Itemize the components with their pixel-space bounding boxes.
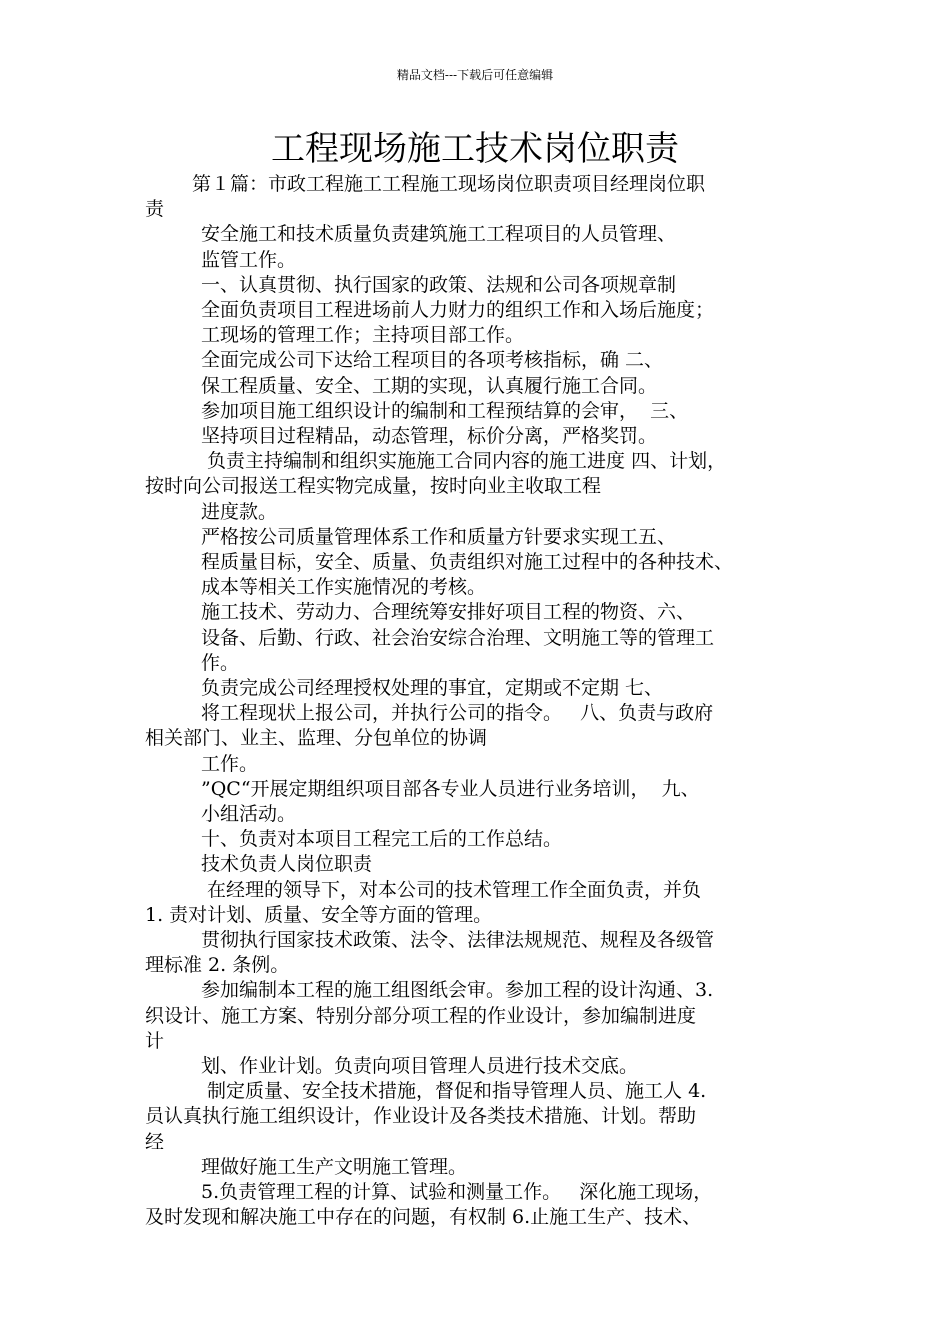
body-line: 负责主持编制和组织实施施工合同内容的施工进度 四、计划， — [201, 450, 727, 473]
body-line: 将工程现状上报公司，并执行公司的指令。 八、负责与政府 — [201, 702, 714, 725]
body-line: 全面完成公司下达给工程项目的各项考核指标，确 二、 — [201, 349, 664, 372]
body-line: 保工程质量、安全、工期的实现，认真履行施工合同。 — [201, 374, 658, 397]
body-line: 技术负责人岗位职责 — [201, 853, 373, 876]
body-line: 成本等相关工作实施情况的考核。 — [201, 576, 487, 599]
body-line: 工作。 — [201, 752, 259, 775]
body-line: 参加编制本工程的施工组图纸会审。参加工程的设计沟通、3. — [201, 979, 714, 1002]
body-line: 理做好施工生产文明施工管理。 — [201, 1155, 468, 1178]
body-line: 坚持项目过程精品，动态管理，标价分离，严格奖罚。 — [201, 425, 658, 447]
body-line: 作。 — [201, 651, 240, 674]
body-line: 全面负责项目工程进场前人力财力的组织工作和入场后施度； — [201, 299, 715, 321]
body-line: 施工技术、劳动力、合理统筹安排好项目工程的物资、六、 — [201, 601, 696, 624]
body-line: 责 — [145, 198, 165, 221]
body-line: 织设计、施工方案、特别分部分项工程的作业设计，参加编制进度 — [145, 1004, 697, 1027]
body-line: 一、认真贯彻、执行国家的政策、法规和公司各项规章制 — [201, 273, 677, 296]
body-line: 参加项目施工组织设计的编制和工程预结算的会审， 三、 — [201, 399, 689, 422]
body-line: 监管工作。 — [201, 248, 297, 271]
body-line: 及时发现和解决施工中存在的问题，有权制 6.止施工生产、技术、 — [145, 1206, 702, 1229]
body-line: 严格按公司质量管理体系工作和质量方针要求实现工五、 — [201, 525, 677, 548]
body-line: 计 — [145, 1029, 165, 1052]
body-line: 5.负责管理工程的计算、试验和测量工作。 深化施工现场， — [201, 1181, 713, 1203]
body-line: 第１篇：市政工程施工工程施工现场岗位职责项目经理岗位职 — [192, 173, 706, 195]
body-line: 理标准 2. 条例。 — [145, 954, 290, 977]
body-line: 按时向公司报送工程实物完成量，按时向业主收取工程 — [145, 475, 602, 498]
body-line: 经 — [145, 1130, 165, 1153]
body-line: 员认真执行施工组织设计，作业设计及各类技术措施、计划。帮助 — [145, 1105, 697, 1128]
body-line: 在经理的领导下，对本公司的技术管理工作全面负责，并负 — [201, 878, 702, 901]
body-line: 负责完成公司经理授权处理的事宜，定期或不定期 七、 — [201, 677, 664, 699]
page-header-note: 精品文档---下载后可任意编辑 — [396, 68, 554, 82]
document-title: 工程现场施工技术岗位职责 — [271, 129, 679, 169]
body-line: 小组活动。 — [201, 803, 297, 825]
body-line: 安全施工和技术质量负责建筑施工工程项目的人员管理、 — [201, 223, 677, 246]
body-line: ”QC“开展定期组织项目部各专业人员进行业务培训， 九、 — [201, 777, 700, 800]
body-line: 相关部门、业主、监理、分包单位的协调 — [145, 727, 488, 750]
body-line: 1. 责对计划、质量、安全等方面的管理。 — [145, 903, 493, 926]
body-line: 十、负责对本项目工程完工后的工作总结。 — [201, 828, 563, 851]
body-line: 划、作业计划。负责向项目管理人员进行技术交底。 — [201, 1055, 639, 1077]
body-line: 制定质量、安全技术措施，督促和指导管理人员、施工人 4. — [201, 1080, 707, 1103]
body-line: 进度款。 — [201, 500, 278, 523]
body-line: 设备、后勤、行政、社会治安综合治理、文明施工等的管理工 — [201, 626, 715, 649]
body-line: 贯彻执行国家技术政策、法令、法律法规规范、规程及各级管 — [201, 929, 715, 951]
body-line: 程质量目标，安全、质量、负责组织对施工过程中的各种技术、 — [201, 551, 734, 573]
body-line: 工现场的管理工作；主持项目部工作。 — [201, 324, 525, 347]
